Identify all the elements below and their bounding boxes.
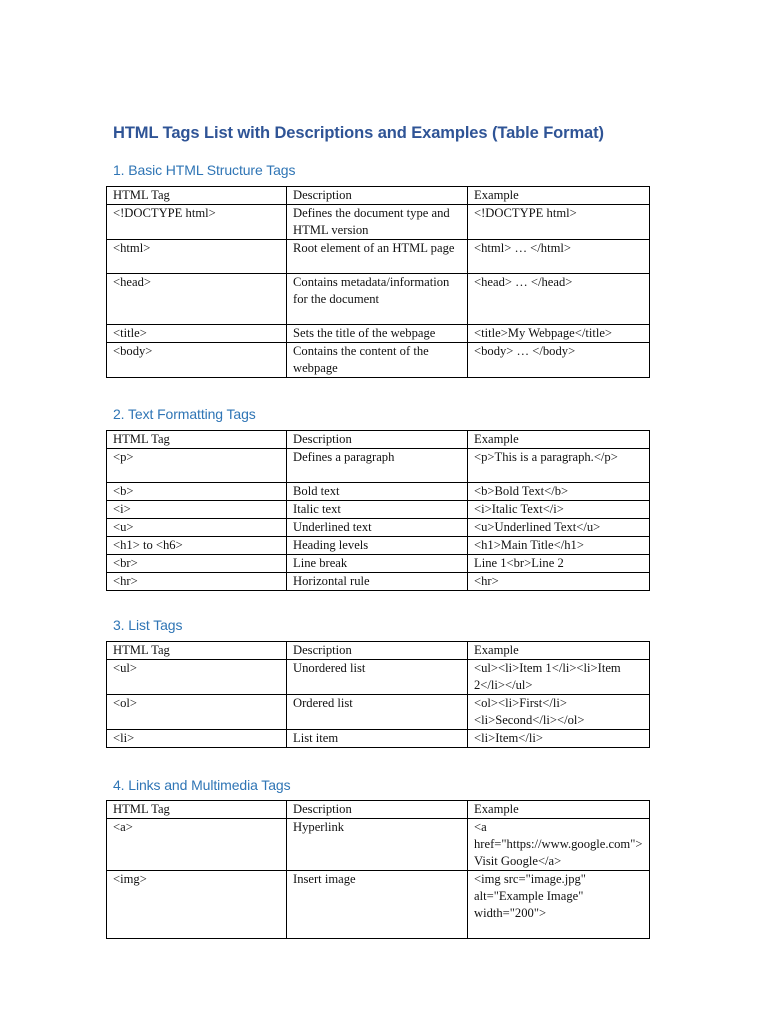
cell-description: Defines the document type and HTML version	[287, 205, 468, 240]
section-heading: 4. Links and Multimedia Tags	[113, 777, 291, 793]
cell-example: <html> … </html>	[468, 240, 650, 274]
cell-example: <ol><li>First</li><li>Second</li></ol>	[468, 695, 650, 730]
header-cell-tag: HTML Tag	[107, 431, 287, 449]
cell-description: Hyperlink	[287, 819, 468, 871]
cell-description: Insert image	[287, 871, 468, 939]
header-cell-tag: HTML Tag	[107, 642, 287, 660]
table-row	[107, 537, 650, 555]
cell-description: Horizontal rule	[287, 573, 468, 591]
table-row	[107, 519, 650, 537]
cell-description: Line break	[287, 555, 468, 573]
cell-example: <h1>Main Title</h1>	[468, 537, 650, 555]
cell-tag: <i>	[107, 501, 287, 519]
cell-tag: <p>	[107, 449, 287, 483]
table-row	[107, 240, 650, 274]
cell-example: <u>Underlined Text</u>	[468, 519, 650, 537]
cell-description: List item	[287, 730, 468, 748]
table-row	[107, 730, 650, 748]
header-cell-tag: HTML Tag	[107, 801, 287, 819]
cell-description: Bold text	[287, 483, 468, 501]
table-row	[107, 555, 650, 573]
table-row	[107, 449, 650, 483]
cell-tag: <br>	[107, 555, 287, 573]
cell-description: Root element of an HTML page	[287, 240, 468, 274]
cell-tag: <head>	[107, 274, 287, 325]
cell-example: <hr>	[468, 573, 650, 591]
cell-example: <title>My Webpage</title>	[468, 325, 650, 343]
table-row	[107, 483, 650, 501]
cell-tag: <b>	[107, 483, 287, 501]
table-row	[107, 343, 650, 378]
cell-example: <head> … </head>	[468, 274, 650, 325]
header-cell-description: Description	[287, 187, 468, 205]
tags-table	[106, 800, 650, 939]
cell-example: <ul><li>Item 1</li><li>Item 2</li></ul>	[468, 660, 650, 695]
header-cell-description: Description	[287, 431, 468, 449]
cell-description: Ordered list	[287, 695, 468, 730]
cell-description: Underlined text	[287, 519, 468, 537]
cell-tag: <body>	[107, 343, 287, 378]
header-cell-example: Example	[468, 431, 650, 449]
section-heading: 3. List Tags	[113, 617, 183, 633]
table-row	[107, 819, 650, 871]
cell-description: Contains metadata/information for the document	[287, 274, 468, 325]
tags-table	[106, 186, 650, 378]
table-header-row	[107, 801, 650, 819]
header-cell-description: Description	[287, 801, 468, 819]
tags-table	[106, 641, 650, 748]
table-row	[107, 501, 650, 519]
cell-description: Sets the title of the webpage	[287, 325, 468, 343]
table-row	[107, 660, 650, 695]
table-header-row	[107, 642, 650, 660]
table-header-row	[107, 431, 650, 449]
cell-description: Unordered list	[287, 660, 468, 695]
table-row	[107, 573, 650, 591]
cell-example: <b>Bold Text</b>	[468, 483, 650, 501]
cell-example: <img src="image.jpg" alt="Example Image" width="200">	[468, 871, 650, 939]
header-cell-example: Example	[468, 187, 650, 205]
cell-tag: <img>	[107, 871, 287, 939]
cell-example: Line 1<br>Line 2	[468, 555, 650, 573]
cell-description: Contains the content of the webpage	[287, 343, 468, 378]
cell-example: <li>Item</li>	[468, 730, 650, 748]
cell-tag: <a>	[107, 819, 287, 871]
section-heading: 1. Basic HTML Structure Tags	[113, 162, 296, 178]
cell-description: Defines a paragraph	[287, 449, 468, 483]
cell-tag: <hr>	[107, 573, 287, 591]
cell-tag: <u>	[107, 519, 287, 537]
table-row	[107, 205, 650, 240]
header-cell-description: Description	[287, 642, 468, 660]
table-row	[107, 871, 650, 939]
cell-example: <!DOCTYPE html>	[468, 205, 650, 240]
cell-tag: <ol>	[107, 695, 287, 730]
cell-tag: <li>	[107, 730, 287, 748]
cell-tag: <h1> to <h6>	[107, 537, 287, 555]
cell-example: <p>This is a paragraph.</p>	[468, 449, 650, 483]
cell-tag: <!DOCTYPE html>	[107, 205, 287, 240]
table-row	[107, 325, 650, 343]
cell-description: Heading levels	[287, 537, 468, 555]
document-title: HTML Tags List with Descriptions and Examples (Table Format)	[113, 124, 604, 142]
tags-table	[106, 430, 650, 591]
cell-description: Italic text	[287, 501, 468, 519]
cell-example: <i>Italic Text</i>	[468, 501, 650, 519]
header-cell-example: Example	[468, 801, 650, 819]
cell-tag: <title>	[107, 325, 287, 343]
cell-tag: <ul>	[107, 660, 287, 695]
header-cell-example: Example	[468, 642, 650, 660]
cell-example: <a href="https://www.google.com">Visit Google</a>	[468, 819, 650, 871]
section-heading: 2. Text Formatting Tags	[113, 406, 256, 422]
cell-tag: <html>	[107, 240, 287, 274]
table-row	[107, 695, 650, 730]
table-row	[107, 274, 650, 325]
cell-example: <body> … </body>	[468, 343, 650, 378]
header-cell-tag: HTML Tag	[107, 187, 287, 205]
table-header-row	[107, 187, 650, 205]
